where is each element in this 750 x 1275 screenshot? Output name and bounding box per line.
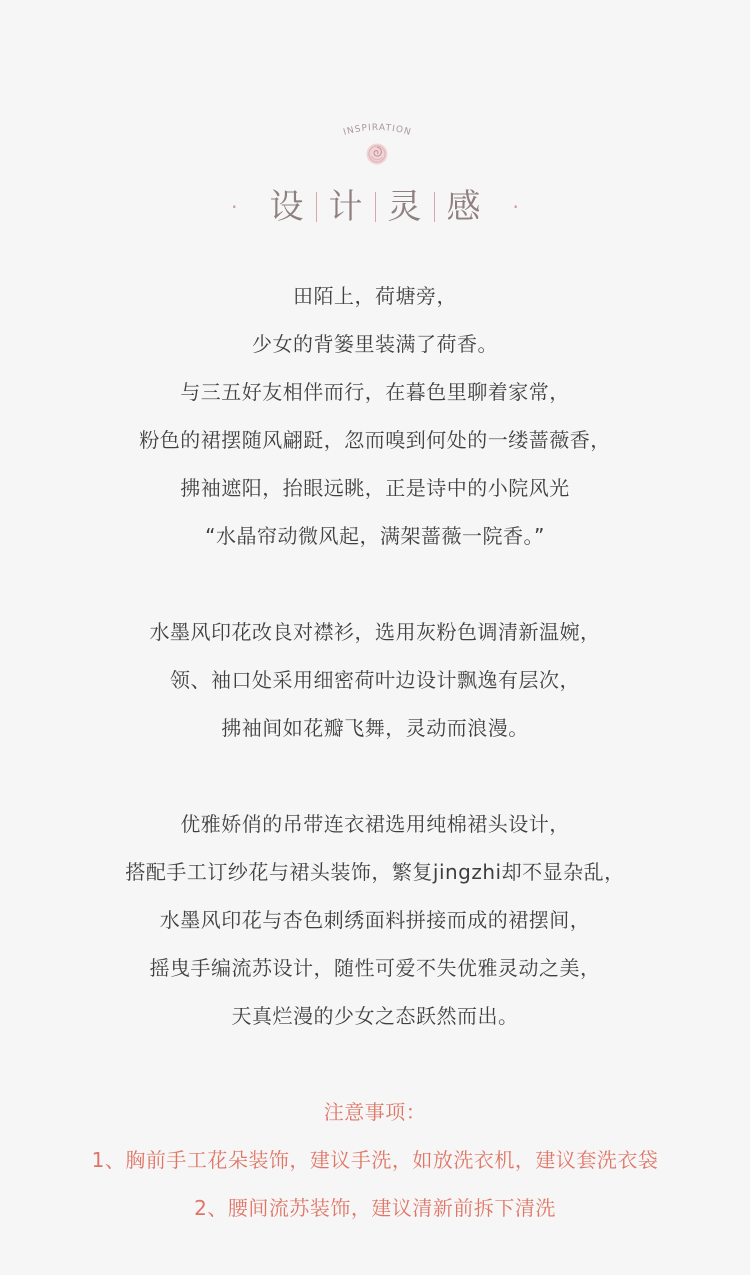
text-line: 粉色的裙摆随风翩跹，忽而嗅到何处的一缕蔷薇香， bbox=[139, 428, 611, 452]
text-line: 领、袖口处采用细密荷叶边设计飘逸有层次， bbox=[170, 668, 580, 692]
paragraph-2 bbox=[0, 608, 750, 752]
notes-heading: 注意事项： bbox=[323, 1100, 427, 1124]
paragraph-gap bbox=[0, 560, 750, 608]
text-line: 拂袖间如花瓣飞舞，灵动而浪漫。 bbox=[221, 716, 529, 740]
title-char-2: 计 bbox=[328, 187, 363, 227]
title-separator bbox=[375, 192, 376, 222]
text-line: 优雅娇俏的吊带连衣裙选用纯棉裙头设计， bbox=[180, 812, 570, 836]
text-line: 水墨风印花改良对襟衫，选用灰粉色调清新温婉， bbox=[149, 620, 601, 644]
text-line: 天真烂漫的少女之态跃然而出。 bbox=[231, 1004, 519, 1028]
care-notes bbox=[0, 1088, 750, 1232]
arc-text-path: INSPIRATION bbox=[342, 122, 413, 139]
notes-item-1: 1、胸前手工花朵装饰，建议手洗，如放洗衣机，建议套洗衣袋 bbox=[91, 1148, 659, 1172]
title-bullet-left: · bbox=[231, 195, 238, 219]
title-separator bbox=[316, 192, 317, 222]
notes-item-2: 2、腰间流苏装饰，建议清新前拆下清洗 bbox=[194, 1196, 556, 1220]
text-line: 摇曳手编流苏设计，随性可爱不失优雅灵动之美， bbox=[149, 956, 601, 980]
text-line: “水晶帘动微风起，满架蔷薇一院香。” bbox=[205, 524, 545, 548]
text-line: 少女的背篓里装满了荷香。 bbox=[252, 332, 498, 356]
text-line: 搭配手工订纱花与裙头装饰，繁复jingzhi却不显杂乱， bbox=[125, 860, 625, 884]
inspiration-header bbox=[0, 110, 750, 240]
arc-text bbox=[342, 123, 412, 138]
paragraph-1 bbox=[0, 272, 750, 560]
text-line: 田陌上，荷塘旁， bbox=[293, 284, 457, 308]
title-char-1: 设 bbox=[269, 187, 304, 227]
rose-icon bbox=[365, 142, 389, 166]
title-bullet-right: · bbox=[512, 195, 519, 219]
title-char-3: 灵 bbox=[387, 187, 422, 227]
section-title bbox=[0, 187, 750, 227]
description-content bbox=[0, 272, 750, 1232]
text-line: 与三五好友相伴而行，在暮色里聊着家常， bbox=[180, 380, 570, 404]
paragraph-gap bbox=[0, 752, 750, 800]
title-char-4: 感 bbox=[446, 187, 481, 227]
text-line: 水墨风印花与杏色刺绣面料拼接而成的裙摆间， bbox=[159, 908, 591, 932]
paragraph-gap bbox=[0, 1040, 750, 1088]
title-separator bbox=[434, 192, 435, 222]
text-line: 拂袖遮阳，抬眼远眺，正是诗中的小院风光 bbox=[180, 476, 570, 500]
paragraph-3 bbox=[0, 800, 750, 1040]
